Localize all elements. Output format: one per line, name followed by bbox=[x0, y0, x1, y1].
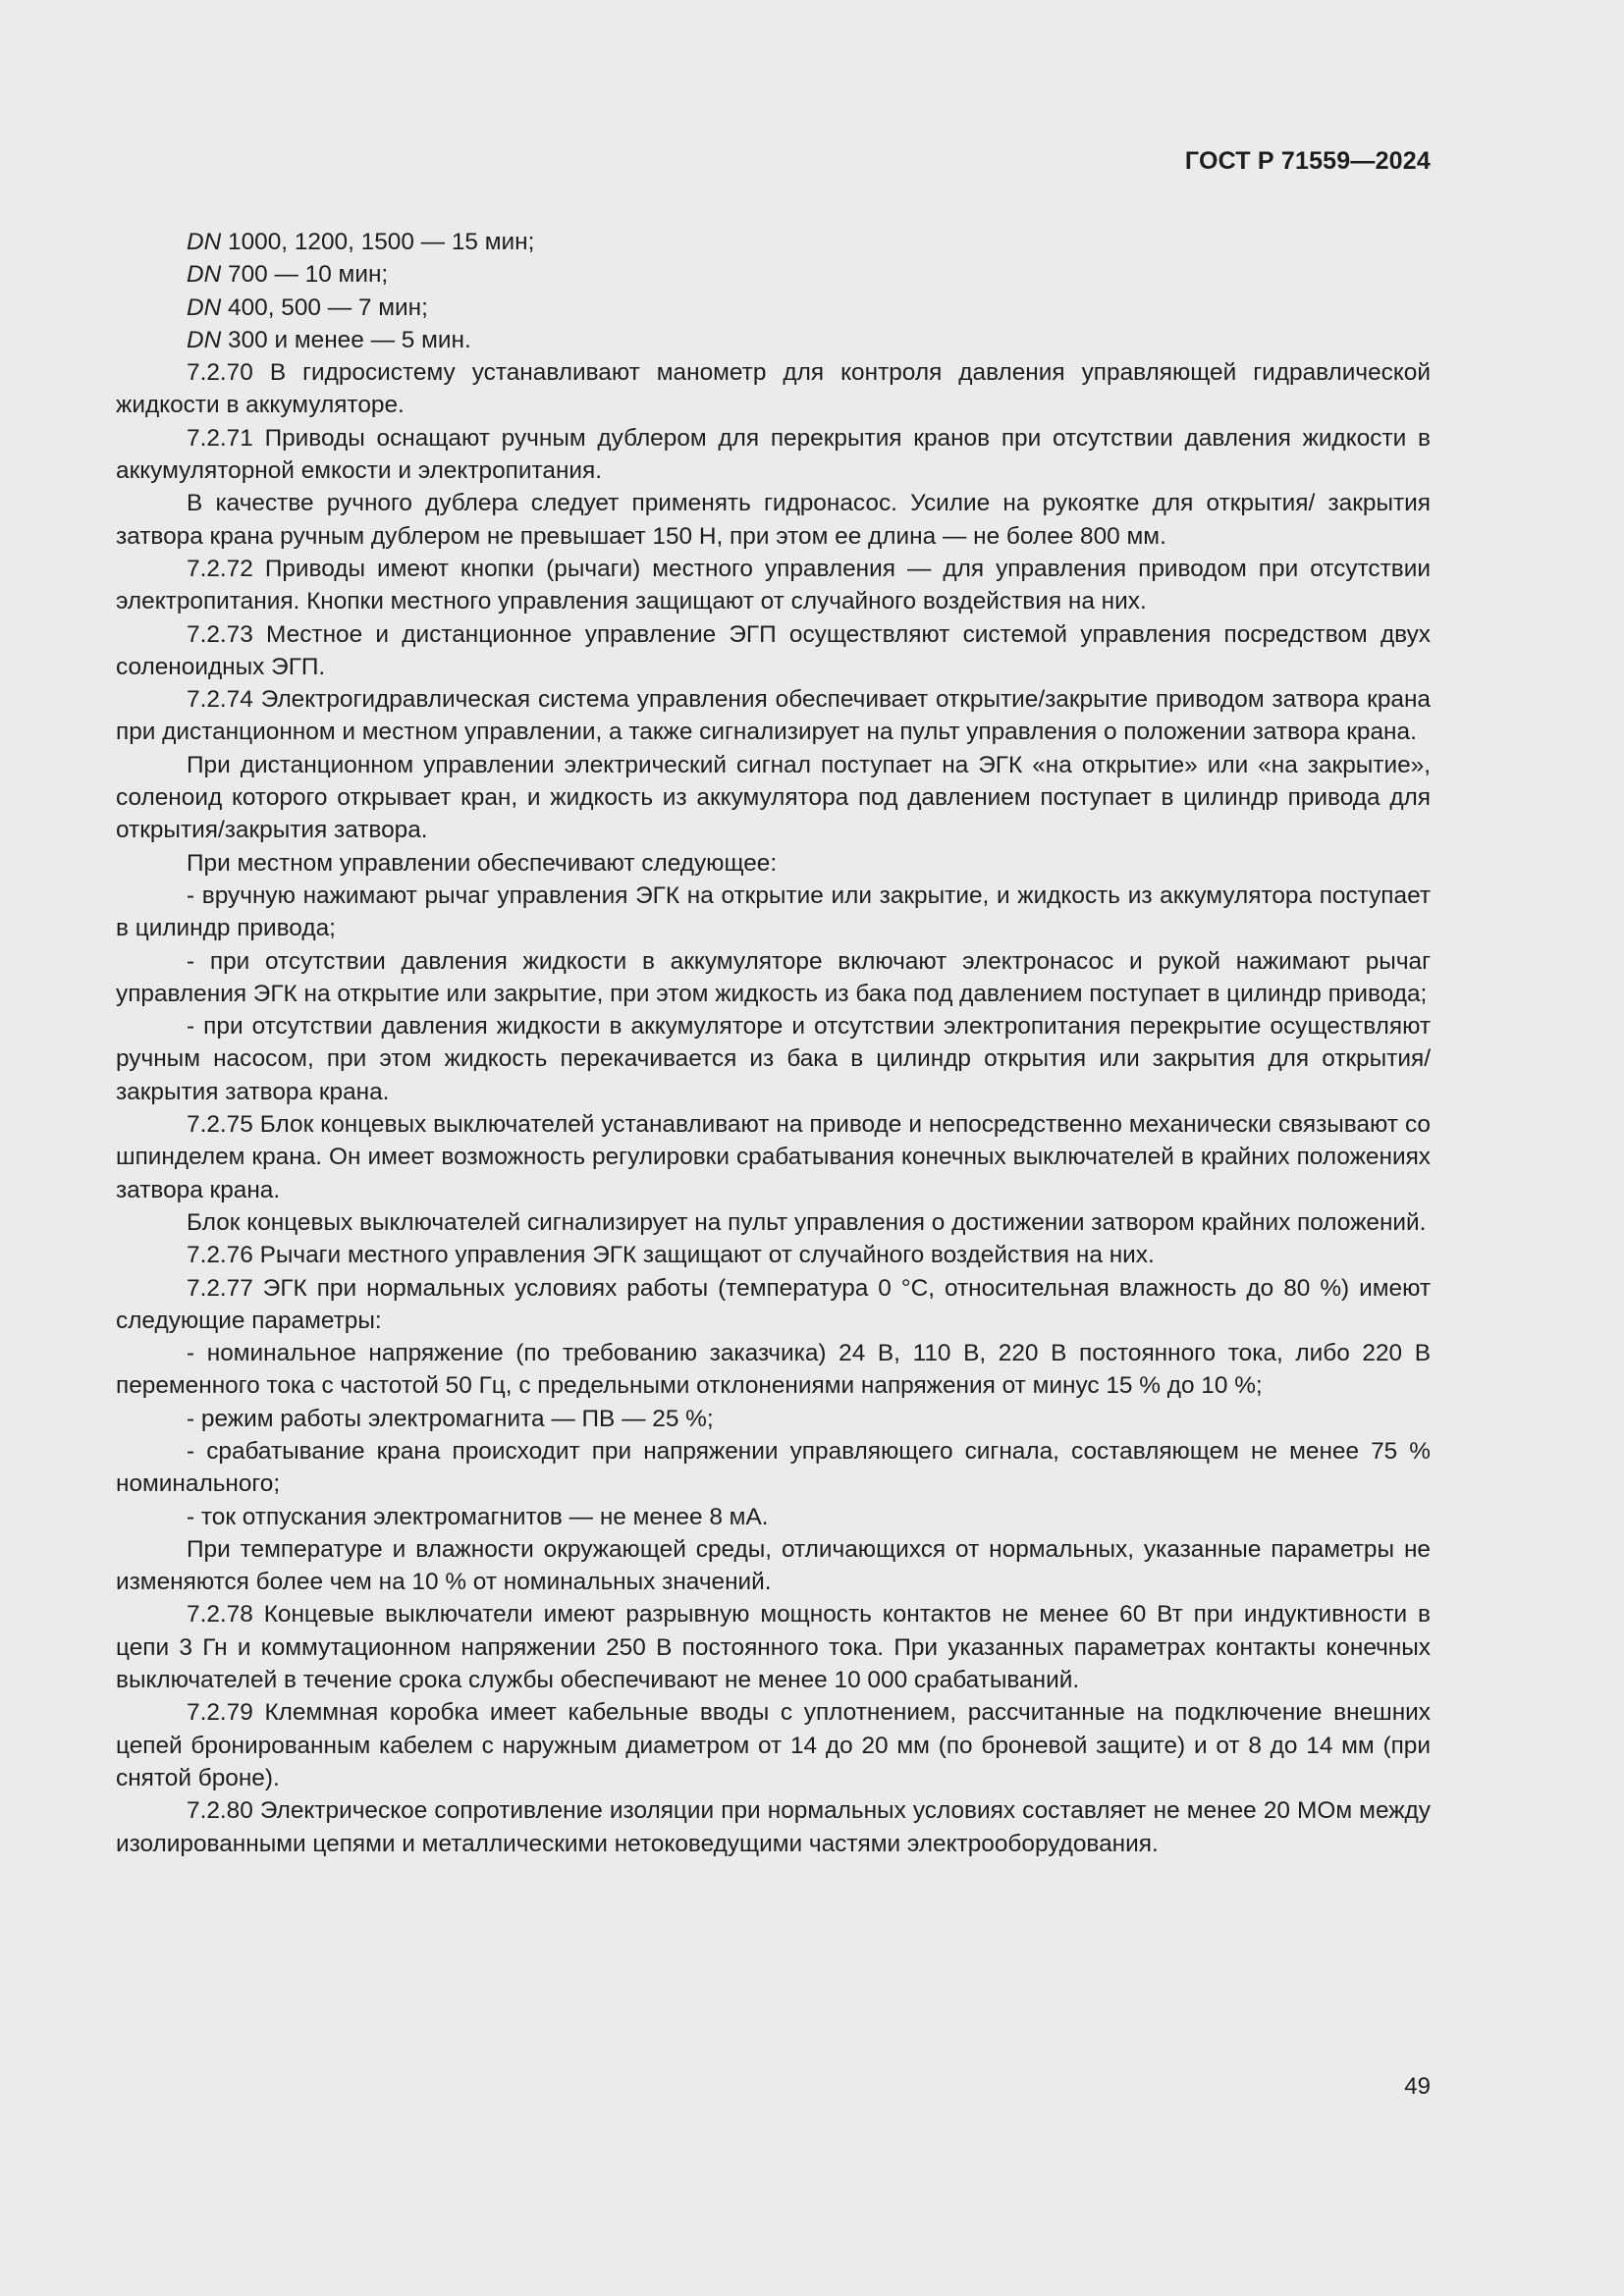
list-item: - при отсутствии давления жидкости в аккумуляторе включают электронасос и рукой нажимают рычаг управления ЭГК на открытие или закрытие, при этом жидкость из бака под давлением поступает в цилиндр привода; bbox=[116, 947, 1431, 1007]
paragraph: При температуре и влажности окружающей среды, отличающихся от нормальных, указанные параметры не изменяются более чем на 10 % от номинальных значений. bbox=[116, 1535, 1431, 1596]
dn-label: DN bbox=[187, 294, 222, 321]
list-item: - срабатывание крана происходит при напряжении управляющего сигнала, составляющем не менее 75 % номинального; bbox=[116, 1437, 1431, 1498]
duration-line bbox=[116, 324, 1431, 356]
duration-line bbox=[116, 292, 1431, 324]
duration-line bbox=[116, 258, 1431, 291]
paragraph: При местном управлении обеспечивают следующее: bbox=[187, 849, 778, 877]
duration-text: 700 — 10 мин; bbox=[221, 261, 389, 289]
duration-text: 400, 500 — 7 мин; bbox=[221, 294, 428, 321]
paragraph-7-2-75: 7.2.75 Блок концевых выключателей устанавливают на приводе и непосредственно механически связывают со шпинделем крана. Он имеет возможность регулировки срабатывания конечных выключателей в крайних положениях затвора крана. bbox=[116, 1111, 1431, 1203]
dn-label: DN bbox=[187, 326, 222, 353]
paragraph: При дистанционном управлении электрический сигнал поступает на ЭГК «на открытие» или «на закрытие», соленоид которого открывает кран, и жидкость из аккумулятора под давлением поступает в цилиндр привода для открытия/закрытия затвора. bbox=[116, 751, 1431, 844]
document-header: ГОСТ Р 71559—2024 bbox=[1184, 147, 1431, 175]
page-number: 49 bbox=[1404, 2073, 1431, 2100]
paragraph-7-2-78: 7.2.78 Концевые выключатели имеют разрывную мощность контактов не менее 60 Вт при индуктивности в цепи 3 Гн и коммутационном напряжении 250 В постоянного тока. При указанных параметрах контакты конечных выключателей в течение срока службы обеспечивают не менее 10 000 срабатываний. bbox=[116, 1601, 1431, 1694]
paragraph-7-2-71: 7.2.71 Приводы оснащают ручным дублером для перекрытия кранов при отсутствии давления жидкости в аккумуляторной емкости и электропитания. bbox=[116, 424, 1431, 485]
paragraph: Блок концевых выключателей сигнализирует на пульт управления о достижении затвором крайних положений. bbox=[187, 1208, 1427, 1236]
list-item: - номинальное напряжение (по требованию заказчика) 24 В, 110 В, 220 В постоянного тока, либо 220 В переменного тока с частотой 50 Гц, с предельными отклонениями напряжения от минус 15 % до 10 %; bbox=[116, 1340, 1431, 1400]
paragraph-7-2-72: 7.2.72 Приводы имеют кнопки (рычаги) местного управления — для управления приводом при отсутствии электропитания. Кнопки местного управления защищают от случайного воздействия на них. bbox=[116, 555, 1431, 615]
paragraph-7-2-80: 7.2.80 Электрическое сопротивление изоляции при нормальных условиях составляет не менее 20 МОм между изолированными цепями и металлическими нетоковедущими частями электрооборудования. bbox=[116, 1797, 1431, 1857]
document-body bbox=[116, 226, 1431, 1860]
list-item: - ток отпускания электромагнитов — не менее 8 мА. bbox=[187, 1503, 769, 1530]
list-item: - вручную нажимают рычаг управления ЭГК на открытие или закрытие, и жидкость из аккумулятора поступает в цилиндр привода; bbox=[116, 881, 1431, 942]
paragraph-7-2-73: 7.2.73 Местное и дистанционное управление ЭГП осуществляют системой управления посредством двух соленоидных ЭГП. bbox=[116, 620, 1431, 680]
dn-label: DN bbox=[187, 261, 222, 289]
dn-label: DN bbox=[187, 229, 222, 255]
list-item: - режим работы электромагнита — ПВ — 25 %; bbox=[187, 1405, 714, 1432]
duration-text: 300 и менее — 5 мин. bbox=[221, 326, 471, 353]
duration-line bbox=[116, 226, 1431, 258]
paragraph-7-2-76: 7.2.76 Рычаги местного управления ЭГК защищают от случайного воздействия на них. bbox=[187, 1242, 1155, 1269]
paragraph: В качестве ручного дублера следует применять гидронасос. Усилие на рукоятке для открытия/ закрытия затвора крана ручным дублером не превышает 150 Н, при этом ее длина — не более 800 мм. bbox=[116, 490, 1431, 550]
paragraph-7-2-77: 7.2.77 ЭГК при нормальных условиях работы (температура 0 °С, относительная влажность до 80 %) имеют следующие параметры: bbox=[116, 1274, 1431, 1334]
duration-text: 1000, 1200, 1500 — 15 мин; bbox=[221, 229, 535, 255]
paragraph-7-2-79: 7.2.79 Клеммная коробка имеет кабельные вводы с уплотнением, рассчитанные на подключение внешних цепей бронированным кабелем с наружным диаметром от 14 до 20 мм (по броневой защите) и от 8 до 14 мм (при снятой броне). bbox=[116, 1699, 1431, 1791]
list-item: - при отсутствии давления жидкости в аккумуляторе и отсутствии электропитания перекрытие осуществляют ручным насосом, при этом жидкость перекачивается из бака в цилиндр открытия или закрытия для открытия/закрытия затвора крана. bbox=[116, 1013, 1431, 1105]
paragraph-7-2-74: 7.2.74 Электрогидравлическая система управления обеспечивает открытие/закрытие приводом затвора крана при дистанционном и местном управлении, а также сигнализирует на пульт управления о положении затвора крана. bbox=[116, 686, 1431, 746]
paragraph-7-2-70: 7.2.70 В гидросистему устанавливают манометр для контроля давления управляющей гидравлической жидкости в аккумуляторе. bbox=[116, 359, 1431, 419]
